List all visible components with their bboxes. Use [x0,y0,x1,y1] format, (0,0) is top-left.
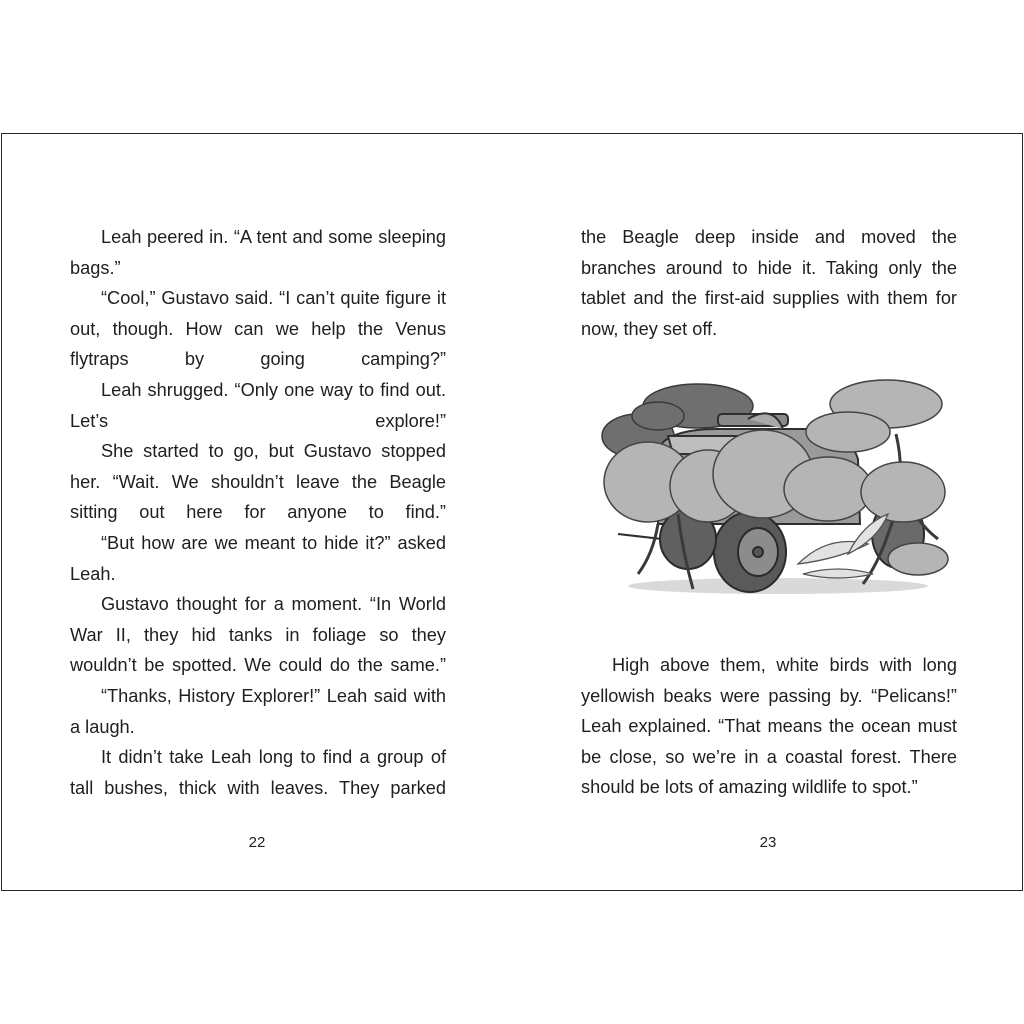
right-page-text-bottom [581,650,957,803]
paragraph: “But how are we meant to hide it?” asked Leah. [70,532,446,584]
paragraph: It didn’t take Leah long to find a group of tall bushes, thick with leaves. They parked [70,747,446,798]
paragraph: High above them, white birds with long yellowish beaks were passing by. “Pelicans!” Leah explained. “That means the ocean must be close, so we’re in a coastal forest. There should be lots of amazing wildlife to spot.” [581,655,957,798]
paragraph: “Thanks, History Explorer!” Leah said with a laugh. [70,685,446,737]
page-number-left: 22 [248,834,266,851]
right-page-text-top [581,222,957,344]
left-page-text [70,222,446,803]
paragraph: She started to go, but Gustavo stopped her. “Wait. We shouldn’t leave the Beagle sitting out here for anyone to find.” [70,441,446,523]
paragraph: Leah peered in. “A tent and some sleeping bags.” [70,227,446,278]
paragraph: “Cool,” Gustavo said. “I can’t quite figure it out, though. How can we help the Venus flytraps by going camping?” [70,288,446,370]
paragraph: Gustavo thought for a moment. “In World War II, they hid tanks in foliage so they wouldn’t be spotted. We could do the same.” [70,594,446,676]
page-number-right: 23 [759,834,777,851]
paragraph: the Beagle deep inside and moved the branches around to hide it. Taking only the tablet and the first-aid supplies with them for now, they set off. [581,227,957,339]
paragraph: Leah shrugged. “Only one way to find out. Let’s explore!” [70,379,446,431]
book-spread [1,133,1023,891]
vehicle-in-bushes-illustration [598,374,950,602]
